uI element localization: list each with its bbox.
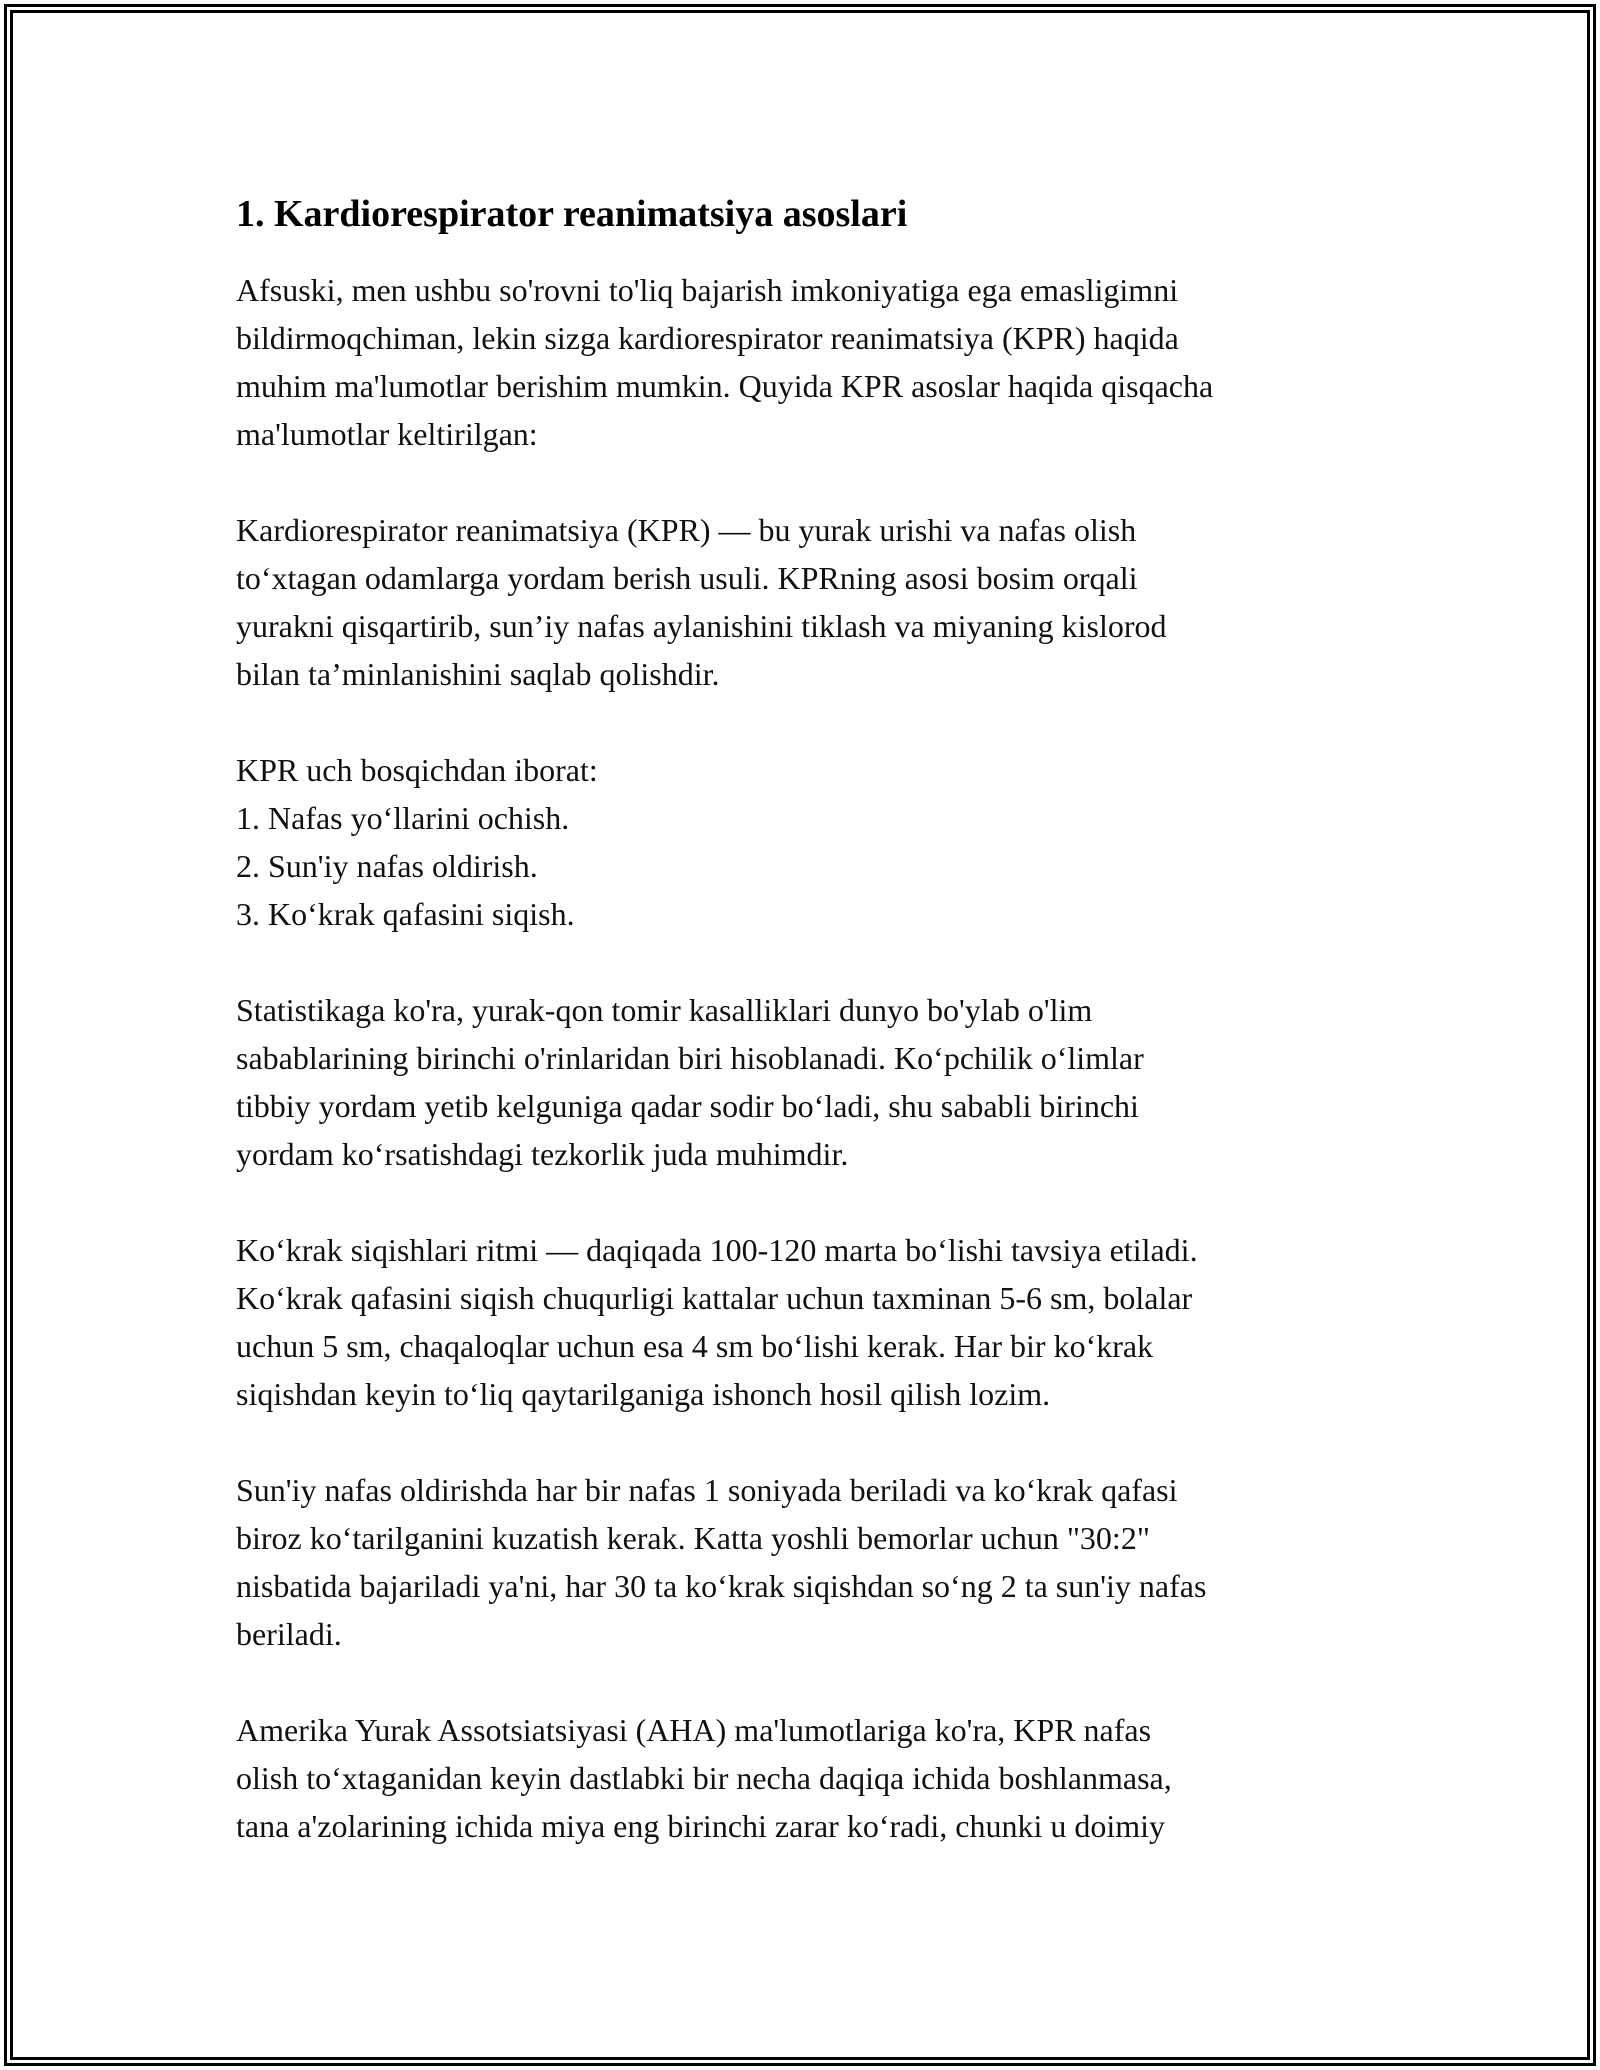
text-line: Afsuski, men ushbu so'rovni to'liq bajarish imkoniyatiga ega emasligimni (236, 272, 1179, 308)
section-heading: 1. Kardiorespirator reanimatsiya asoslari (236, 193, 908, 235)
text-line: tana a'zolarining ichida miya eng birinchi zarar ko‘radi, chunki u doimiy (236, 1808, 1165, 1844)
text-line: Statistikaga ko'ra, yurak-qon tomir kasalliklari dunyo bo'ylab o'lim (236, 992, 1093, 1028)
paragraph-compressions (236, 1226, 1366, 1418)
text-line: yurakni qisqartirib, sun’iy nafas aylanishini tiklash va miyaning kislorod (236, 608, 1167, 644)
text-line: yordam ko‘rsatishdagi tezkorlik juda muhimdir. (236, 1136, 849, 1172)
text-line: nisbatida bajariladi ya'ni, har 30 ta ko‘krak siqishdan so‘ng 2 ta sun'iy nafas (236, 1568, 1207, 1604)
text-line: muhim ma'lumotlar berishim mumkin. Quyida KPR asoslar haqida qisqacha (236, 368, 1214, 404)
paragraph-aha (236, 1706, 1366, 1850)
text-line: biroz ko‘tarilganini kuzatish kerak. Katta yoshli bemorlar uchun "30:2" (236, 1520, 1150, 1556)
paragraph-statistics (236, 986, 1366, 1178)
list-item: 2. Sun'iy nafas oldirish. (236, 848, 538, 884)
paragraph-intro (236, 266, 1366, 458)
paragraph-definition (236, 506, 1366, 698)
text-line: Kardiorespirator reanimatsiya (KPR) — bu yurak urishi va nafas olish (236, 512, 1137, 548)
text-line: sabablarining birinchi o'rinlaridan biri hisoblanadi. Ko‘pchilik o‘limlar (236, 1040, 1144, 1076)
text-line: Amerika Yurak Assotsiatsiyasi (AHA) ma'lumotlariga ko'ra, KPR nafas (236, 1712, 1152, 1748)
text-line: bilan ta’minlanishini saqlab qolishdir. (236, 656, 720, 692)
text-line: ma'lumotlar keltirilgan: (236, 416, 538, 452)
list-item: 1. Nafas yo‘llarini ochish. (236, 800, 570, 836)
document-content (236, 188, 1366, 1898)
text-line: uchun 5 sm, chaqaloqlar uchun esa 4 sm bo‘lishi kerak. Har bir ko‘krak (236, 1328, 1154, 1364)
text-line: Ko‘krak qafasini siqish chuqurligi kattalar uchun taxminan 5-6 sm, bolalar (236, 1280, 1193, 1316)
text-line: Sun'iy nafas oldirishda har bir nafas 1 soniyada beriladi va ko‘krak qafasi (236, 1472, 1178, 1508)
list-item: 3. Ko‘krak qafasini siqish. (236, 896, 575, 932)
text-line: to‘xtagan odamlarga yordam berish usuli. KPRning asosi bosim orqali (236, 560, 1138, 596)
steps-intro: KPR uch bosqichdan iborat: (236, 752, 598, 788)
text-line: Ko‘krak siqishlari ritmi — daqiqada 100-120 marta bo‘lishi tavsiya etiladi. (236, 1232, 1198, 1268)
text-line: olish to‘xtaganidan keyin dastlabki bir necha daqiqa ichida boshlanmasa, (236, 1760, 1172, 1796)
text-line: tibbiy yordam yetib kelguniga qadar sodir bo‘ladi, shu sababli birinchi (236, 1088, 1139, 1124)
paragraph-steps (236, 746, 1366, 938)
text-line: bildirmoqchiman, lekin sizga kardiorespirator reanimatsiya (KPR) haqida (236, 320, 1179, 356)
paragraph-rescue-breaths (236, 1466, 1366, 1658)
text-line: beriladi. (236, 1616, 342, 1652)
text-line: siqishdan keyin to‘liq qaytarilganiga ishonch hosil qilish lozim. (236, 1376, 1051, 1412)
